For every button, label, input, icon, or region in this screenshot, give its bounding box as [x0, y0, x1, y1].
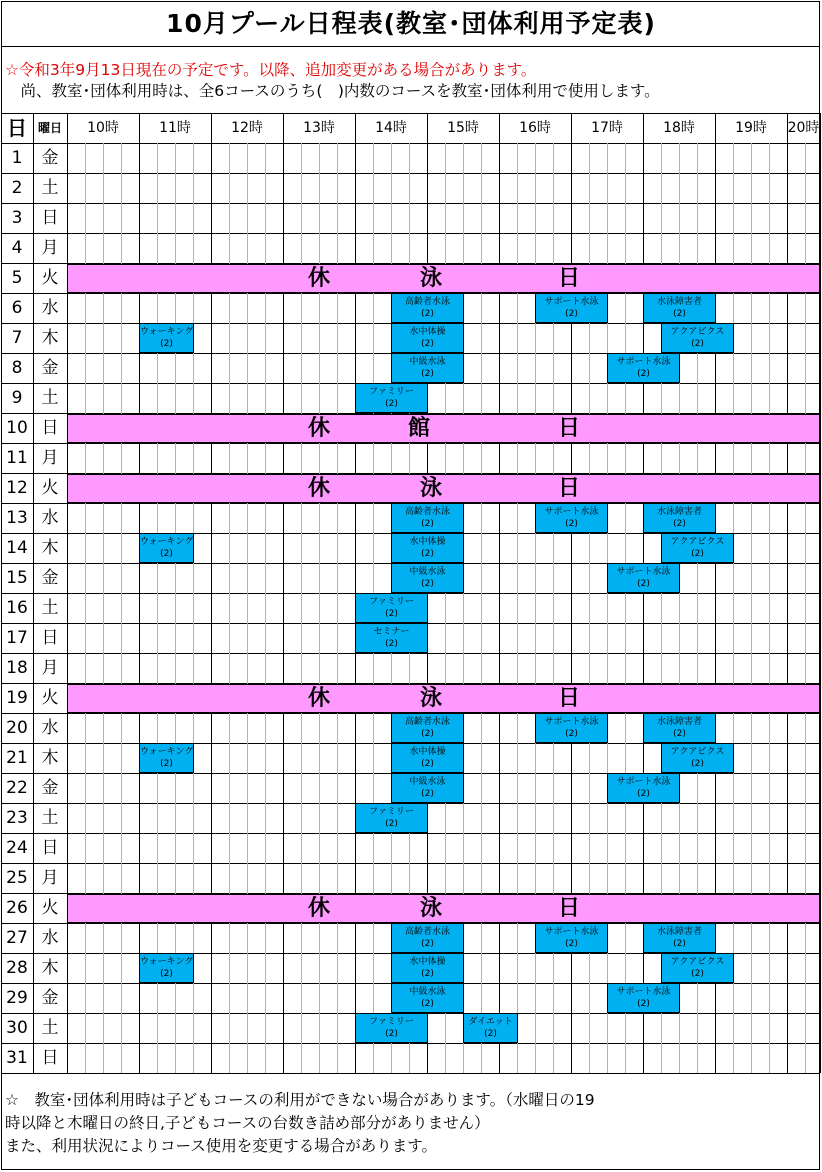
- event-courses: (2): [673, 729, 686, 739]
- day-number: 30: [6, 1018, 28, 1038]
- day-number: 15: [6, 568, 28, 588]
- day-number: 27: [6, 928, 28, 948]
- schedule-event: [535, 503, 608, 533]
- banner-char: 泳: [420, 266, 443, 291]
- event-courses: (2): [637, 789, 650, 799]
- day-of-week: 金: [41, 148, 59, 168]
- event-name: 中級水泳: [409, 777, 446, 787]
- day-number: 11: [6, 448, 28, 468]
- day-number: 19: [6, 688, 28, 708]
- event-name: 高齢者水泳: [404, 717, 450, 727]
- schedule-event: [139, 953, 194, 983]
- day-number: 1: [11, 148, 23, 168]
- day-of-week: 木: [41, 538, 59, 558]
- schedule-event: [391, 353, 464, 383]
- event-courses: (2): [421, 369, 434, 379]
- event-courses: (2): [421, 519, 434, 529]
- event-courses: (2): [565, 309, 578, 319]
- day-of-week: 金: [41, 568, 59, 588]
- day-number: 24: [6, 838, 28, 858]
- day-of-week: 土: [41, 598, 59, 618]
- schedule-event: [535, 713, 608, 743]
- schedule-event: [391, 323, 464, 353]
- event-name: サポート水泳: [616, 987, 671, 997]
- day-of-week: 火: [41, 898, 59, 918]
- day-of-week: 日: [41, 418, 59, 438]
- day-number: 8: [11, 358, 23, 378]
- header-hour: 17時: [591, 120, 623, 136]
- day-number: 5: [11, 268, 23, 288]
- event-courses: (2): [160, 969, 173, 979]
- event-name: サポート水泳: [544, 297, 599, 307]
- event-courses: (2): [484, 1029, 497, 1039]
- banner-char: 休: [308, 686, 331, 711]
- event-name: 中級水泳: [409, 567, 446, 577]
- event-name: 水中体操: [409, 537, 446, 547]
- day-of-week: 金: [41, 358, 59, 378]
- day-number: 21: [6, 748, 28, 768]
- event-courses: (2): [691, 549, 704, 559]
- event-courses: (2): [691, 759, 704, 769]
- event-name: 水中体操: [409, 957, 446, 967]
- banner-char: 休: [308, 416, 331, 441]
- banner-char: 泳: [420, 476, 443, 501]
- day-number: 23: [6, 808, 28, 828]
- header-hour: 13時: [303, 120, 335, 136]
- event-courses: (2): [385, 819, 398, 829]
- event-name: 水泳障害者: [656, 927, 702, 937]
- header-hour: 18時: [663, 120, 695, 136]
- day-number: 2: [11, 178, 23, 198]
- schedule-event: [607, 563, 680, 593]
- schedule-event: [661, 953, 734, 983]
- closed-day-banner: [67, 474, 820, 503]
- banner-char: 館: [408, 416, 431, 441]
- day-number: 10: [6, 418, 28, 438]
- event-name: 中級水泳: [409, 357, 446, 367]
- day-of-week: 月: [41, 868, 59, 888]
- event-courses: (2): [637, 999, 650, 1009]
- header-hour: 16時: [519, 120, 551, 136]
- banner-char: 日: [558, 416, 581, 441]
- schedule-event: [139, 533, 194, 563]
- schedule-event: [355, 593, 428, 623]
- event-name: ウォーキング: [140, 327, 194, 337]
- day-of-week: 木: [41, 958, 59, 978]
- schedule-event: [643, 713, 716, 743]
- event-courses: (2): [160, 759, 173, 769]
- day-number: 25: [6, 868, 28, 888]
- event-name: セミナー: [373, 627, 410, 637]
- footer-line-1: ☆ 教室･団体利用時は子どもコースの利用ができない場合があります。（水曜日の19: [5, 1091, 595, 1109]
- schedule-event: [139, 323, 194, 353]
- schedule-event: [661, 533, 734, 563]
- event-name: ウォーキング: [140, 537, 194, 547]
- day-of-week: 土: [41, 1018, 59, 1038]
- event-name: 水泳障害者: [656, 507, 702, 517]
- day-of-week: 木: [41, 328, 59, 348]
- event-name: ファミリー: [369, 597, 414, 607]
- event-name: ファミリー: [369, 807, 414, 817]
- day-of-week: 土: [41, 388, 59, 408]
- event-courses: (2): [160, 549, 173, 559]
- header-day: 日: [7, 116, 27, 140]
- day-number: 3: [11, 208, 23, 228]
- day-of-week: 土: [41, 808, 59, 828]
- event-courses: (2): [421, 999, 434, 1009]
- day-number: 26: [6, 898, 28, 918]
- event-courses: (2): [421, 579, 434, 589]
- header-hour: 20時: [787, 120, 820, 136]
- schedule-event: [643, 293, 716, 323]
- event-courses: (2): [421, 939, 434, 949]
- day-of-week: 日: [41, 838, 59, 858]
- event-courses: (2): [637, 579, 650, 589]
- event-courses: (2): [385, 639, 398, 649]
- day-of-week: 火: [41, 478, 59, 498]
- notice-line-1: ☆令和3年9月13日現在の予定です。以降、追加変更がある場合があります。: [5, 61, 537, 79]
- day-number: 18: [6, 658, 28, 678]
- day-number: 7: [11, 328, 23, 348]
- day-of-week: 水: [41, 718, 59, 738]
- event-name: 水中体操: [409, 327, 446, 337]
- banner-char: 泳: [420, 686, 443, 711]
- day-of-week: 日: [41, 1048, 59, 1068]
- header-hour: 14時: [375, 120, 407, 136]
- banner-char: 日: [558, 896, 581, 921]
- schedule-event: [391, 983, 464, 1013]
- event-courses: (2): [160, 339, 173, 349]
- event-courses: (2): [421, 549, 434, 559]
- schedule-event: [391, 293, 464, 323]
- event-name: サポート水泳: [544, 507, 599, 517]
- schedule-event: [391, 923, 464, 953]
- header-dow: 曜日: [37, 121, 62, 135]
- day-of-week: 月: [41, 448, 59, 468]
- day-number: 9: [11, 388, 23, 408]
- event-name: 水泳障害者: [656, 297, 702, 307]
- event-courses: (2): [421, 309, 434, 319]
- day-of-week: 水: [41, 928, 59, 948]
- event-courses: (2): [421, 969, 434, 979]
- event-name: アクアビクス: [670, 537, 725, 547]
- day-number: 4: [11, 238, 23, 258]
- schedule-event: [391, 563, 464, 593]
- header-hour: 12時: [231, 120, 263, 136]
- banner-char: 日: [558, 266, 581, 291]
- event-courses: (2): [421, 789, 434, 799]
- day-of-week: 土: [41, 178, 59, 198]
- schedule-event: [607, 983, 680, 1013]
- event-name: アクアビクス: [670, 747, 725, 757]
- schedule-event: [661, 743, 734, 773]
- banner-char: 日: [558, 686, 581, 711]
- day-number: 16: [6, 598, 28, 618]
- schedule-event: [391, 713, 464, 743]
- day-number: 22: [6, 778, 28, 798]
- event-courses: (2): [385, 399, 398, 409]
- schedule-event: [355, 623, 428, 653]
- header-hour: 11時: [159, 120, 191, 136]
- header-hour: 19時: [735, 120, 767, 136]
- schedule-event: [391, 743, 464, 773]
- day-number: 13: [6, 508, 28, 528]
- event-courses: (2): [421, 339, 434, 349]
- event-name: 中級水泳: [409, 987, 446, 997]
- event-name: サポート水泳: [544, 717, 599, 727]
- day-of-week: 日: [41, 208, 59, 228]
- event-name: サポート水泳: [616, 567, 671, 577]
- day-number: 6: [11, 298, 23, 318]
- banner-char: 休: [308, 266, 331, 291]
- day-of-week: 金: [41, 778, 59, 798]
- event-courses: (2): [691, 339, 704, 349]
- event-courses: (2): [385, 609, 398, 619]
- day-number: 12: [6, 478, 28, 498]
- closed-day-banner: [67, 414, 820, 443]
- event-name: 水泳障害者: [656, 717, 702, 727]
- event-name: アクアビクス: [670, 327, 725, 337]
- day-of-week: 日: [41, 628, 59, 648]
- banner-char: 日: [558, 476, 581, 501]
- event-courses: (2): [673, 939, 686, 949]
- event-courses: (2): [565, 519, 578, 529]
- event-name: ダイエット: [468, 1017, 513, 1027]
- footer-line-3: また、利用状況によりコース使用を変更する場合があります。: [5, 1137, 437, 1155]
- schedule-event: [355, 1013, 428, 1043]
- event-courses: (2): [691, 969, 704, 979]
- schedule-event: [535, 923, 608, 953]
- schedule-event: [391, 533, 464, 563]
- day-number: 14: [6, 538, 28, 558]
- closed-day-banner: [67, 894, 820, 923]
- day-of-week: 金: [41, 988, 59, 1008]
- schedule-event: [463, 1013, 518, 1043]
- schedule-event: [607, 773, 680, 803]
- event-name: 高齢者水泳: [404, 927, 450, 937]
- event-courses: (2): [421, 729, 434, 739]
- event-courses: (2): [565, 939, 578, 949]
- event-name: 水中体操: [409, 747, 446, 757]
- event-name: サポート水泳: [544, 927, 599, 937]
- day-of-week: 月: [41, 238, 59, 258]
- day-of-week: 火: [41, 268, 59, 288]
- schedule-event: [391, 953, 464, 983]
- schedule-event: [355, 383, 428, 413]
- schedule-event: [139, 743, 194, 773]
- event-name: 高齢者水泳: [404, 297, 450, 307]
- event-name: 高齢者水泳: [404, 507, 450, 517]
- event-name: ウォーキング: [140, 957, 194, 967]
- day-number: 29: [6, 988, 28, 1008]
- schedule-event: [643, 503, 716, 533]
- schedule-event: [391, 503, 464, 533]
- closed-day-banner: [67, 264, 820, 293]
- schedule-event: [391, 773, 464, 803]
- event-name: アクアビクス: [670, 957, 725, 967]
- schedule-event: [535, 293, 608, 323]
- footer-line-2: 時以降と木曜日の終日,子どもコースの台数き詰め部分がありません）: [5, 1114, 490, 1132]
- banner-char: 休: [308, 476, 331, 501]
- day-number: 31: [6, 1048, 28, 1068]
- header-hour: 15時: [447, 120, 479, 136]
- page-title: 10月プール日程表(教室･団体利用予定表): [166, 9, 656, 38]
- event-name: ウォーキング: [140, 747, 194, 757]
- schedule-event: [355, 803, 428, 833]
- day-of-week: 水: [41, 508, 59, 528]
- day-of-week: 火: [41, 688, 59, 708]
- schedule-event: [661, 323, 734, 353]
- day-number: 17: [6, 628, 28, 648]
- event-name: ファミリー: [369, 387, 414, 397]
- day-of-week: 水: [41, 298, 59, 318]
- event-courses: (2): [673, 519, 686, 529]
- banner-char: 休: [308, 896, 331, 921]
- day-number: 28: [6, 958, 28, 978]
- notice-line-2: 尚、教室･団体利用時は、全6コースのうち( )内数のコースを教室･団体利用で使用します。: [5, 82, 660, 100]
- event-name: サポート水泳: [616, 777, 671, 787]
- day-number: 20: [6, 718, 28, 738]
- schedule-event: [607, 353, 680, 383]
- banner-char: 泳: [420, 896, 443, 921]
- event-courses: (2): [421, 759, 434, 769]
- event-courses: (2): [673, 309, 686, 319]
- event-courses: (2): [565, 729, 578, 739]
- closed-day-banner: [67, 684, 820, 713]
- day-of-week: 月: [41, 658, 59, 678]
- event-courses: (2): [385, 1029, 398, 1039]
- schedule-event: [643, 923, 716, 953]
- event-name: ファミリー: [369, 1017, 414, 1027]
- day-of-week: 木: [41, 748, 59, 768]
- event-courses: (2): [637, 369, 650, 379]
- event-name: サポート水泳: [616, 357, 671, 367]
- header-hour: 10時: [87, 120, 119, 136]
